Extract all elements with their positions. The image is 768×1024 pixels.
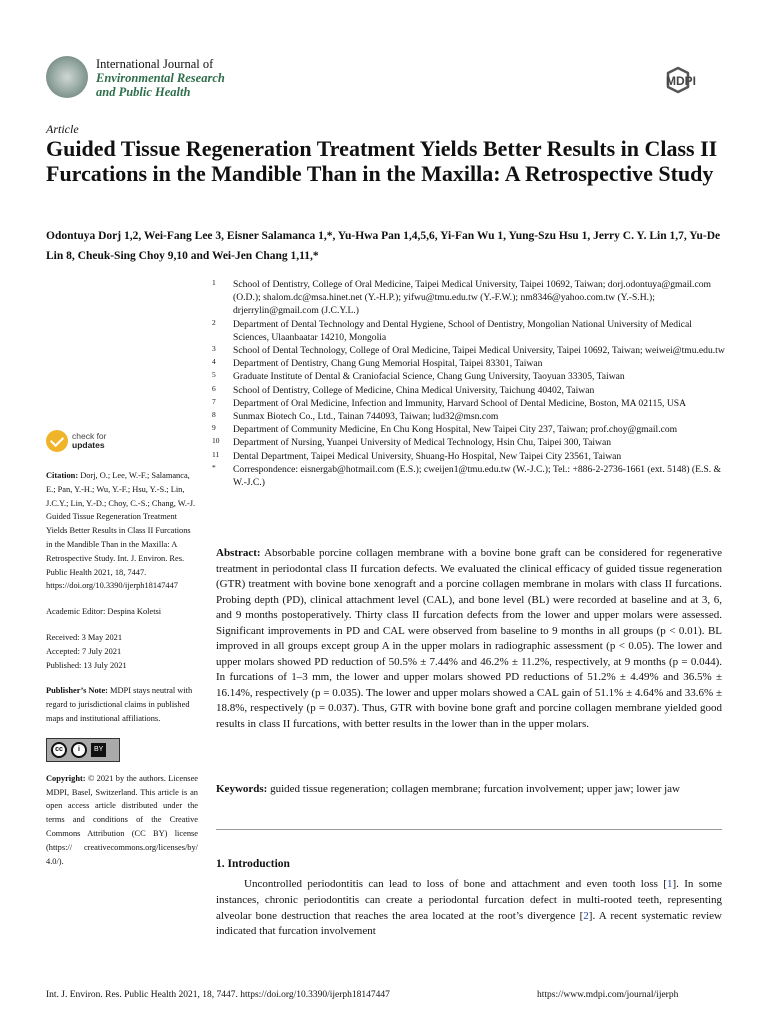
intro-text-1: Uncontrolled periodontitis can lead to loss of bone and attachment and even tooth loss [ — [244, 878, 667, 890]
affiliation-number: 2 — [212, 317, 216, 327]
affiliation-list — [212, 278, 726, 489]
affiliation-number: * — [212, 462, 216, 472]
affiliation-number: 8 — [212, 410, 216, 420]
affiliation-number: 11 — [212, 449, 220, 459]
affiliation-text: Department of Nursing, Yuanpei University of Medical Technology, Hsin Chu, Taipei 300, Taiwan — [233, 437, 612, 449]
affiliation-text: School of Dentistry, College of Medicine, China Medical University, Taichung 40402, Taiwan — [233, 384, 595, 396]
affiliation-item — [212, 344, 726, 357]
journal-name-line1: International Journal of — [96, 57, 214, 71]
citation-label: Citation: — [46, 471, 79, 480]
abstract-text: Absorbable porcine collagen membrane with a bovine bone graft can be considered for regenerative treatment in periodontal class II furcation defects. We evaluated the clinical efficacy of guided tissue regeneration (GTR) treatment with bovine bone xenograft and a porcine collagen membrane in molars with class II furcations. Probing depth (PD), clinical attachment level (CAL), and bone level (BL) were recorded at baseline and at 3, 6, and 9 months postoperatively. Thirty class II furcation defects from the lower and upper molars were assessed. Significant improvements in PD and CAL were observed from baseline to 9 months in all groups (p < 0.01). BL improved in all groups except group A in the upper molars in radiographic assessment (p < 0.05). The lower and upper molars showed PD reduction of 50.5% ± 7.44% and 46.2% ± 11.2%, respectively, at 9 months (p = 0.044). In furcations of 1–3 mm, the lower and upper molars showed PD reductions of 51.2% ± 4.49% and 36.5% ± 16.14%, respectively (p = 0.035). The lower and upper molars showed a CAL gain of 51.1% ± 4.64% and 33.6% ± 18.8%, respectively (p = 0.037). Thus, GTR with bovine bone graft and porcine collagen membrane yielded good results in class II furcations, with better results in the lower than in the upper molars. — [216, 547, 722, 730]
journal-logo — [46, 56, 88, 98]
affiliation-number: 9 — [212, 423, 216, 433]
journal-name-line2: Environmental Research — [96, 71, 225, 85]
affiliation-number: 4 — [212, 357, 216, 367]
mdpi-logo-text: MDPI — [666, 74, 696, 88]
updates-label: updates — [72, 440, 105, 450]
published-date: Published: 13 July 2021 — [46, 660, 127, 670]
journal-name — [96, 57, 225, 99]
affiliation-text: Department of Oral Medicine, Infection and Immunity, Harvard School of Dental Medicine, Boston, MA 02115, USA — [233, 397, 687, 409]
affiliation-number: 5 — [212, 370, 216, 380]
affiliation-item — [212, 463, 726, 489]
paper-title: Guided Tissue Regeneration Treatment Yields Better Results in Class II Furcations in the Mandible Than in the Maxilla: A Retrospective Study — [46, 136, 718, 186]
affiliation-text: Department of Dentistry, Chang Gung Memorial Hospital, Taipei 83301, Taiwan — [233, 358, 543, 370]
keywords-text: guided tissue regeneration; collagen membrane; furcation involvement; upper jaw; lower jaw — [270, 783, 680, 795]
affiliation-text: School of Dentistry, College of Oral Medicine, Taipei Medical University, Taipei 10692, Taiwan; dorj.odontuya@gmail.com (O.D.); shalom.dc@msa.hinet.net (Y.-H.P.); yifwu@tmu.edu.tw (Y.-F.W.); nm8346@yahoo.com.tw (Y.-S.H.); drjerrylin@gmail.com (J.C.Y.L.) — [233, 279, 711, 317]
dates-block — [46, 631, 198, 672]
section-divider — [216, 829, 722, 830]
affiliation-text: School of Dental Technology, College of Oral Medicine, Taipei Medical University, Taipei 10692, Taiwan; weiwei@tmu.edu.tw — [233, 345, 725, 357]
citation-block — [46, 469, 198, 593]
reference-link-2[interactable]: 2 — [583, 909, 589, 922]
affiliation-item — [212, 436, 726, 449]
abstract — [216, 546, 722, 732]
copyright-block — [46, 772, 198, 869]
copyright-label: Copyright: — [46, 773, 86, 783]
publisher-note-label: Publisher’s Note: — [46, 686, 108, 696]
author-list: Odontuya Dorj 1,2, Wei-Fang Lee 3, Eisner Salamanca 1,*, Yu-Hwa Pan 1,4,5,6, Yi-Fan Wu 1, Yung-Szu Hsu 1, Jerry C. Y. Lin 1,7, Yu-De Lin 8, Cheuk-Sing Choy 9,10 and Wei-Jen Chang 1,11,* — [46, 230, 721, 262]
affiliation-item — [212, 278, 726, 318]
footer-journal-url[interactable]: https://www.mdpi.com/journal/ijerph — [537, 990, 679, 1000]
intro-text-2: ]. In some instances, chronic periodontitis can create a periodontal furcation defect in multi-rooted teeth, representing alveolar bone destruction that reaches the area located at the root’s divergence [ — [216, 878, 722, 922]
check-icon — [46, 430, 68, 452]
affiliation-item — [212, 450, 726, 463]
attribution-icon: i — [71, 742, 87, 758]
affiliation-number: 10 — [212, 436, 220, 446]
affiliation-number: 3 — [212, 344, 216, 354]
citation-text: Dorj, O.; Lee, W.-F.; Salamanca, E.; Pan, Y.-H.; Wu, Y.-F.; Hsu, Y.-S.; Lin, J.C.Y.; Lin, Y.-D.; Choy, C.-S.; Chang, W.-J. Guided Tissue Regeneration Treatment Yields Better Results in Class II Furcations in the Mandible Than in the Maxilla: A Retrospective Study. Int. J. Environ. Res. Public Health 2021, 18, 7447. https://doi.org/10.3390/ijerph18147447 — [46, 471, 196, 591]
affiliation-number: 6 — [212, 383, 216, 393]
cc-by-label: BY — [91, 743, 106, 757]
affiliation-item — [212, 357, 726, 370]
reference-link-1[interactable]: 1 — [666, 878, 673, 890]
affiliation-item — [212, 318, 726, 344]
check-for-label: check for — [72, 431, 107, 441]
keywords — [216, 782, 722, 798]
affiliation-text: Correspondence: eisnergab@hotmail.com (E.S.); cweijen1@tmu.edu.tw (W.-J.C.); Tel.: +886-2-2736-1661 (ext. 5148) (E.S. & W.-J.C.) — [233, 463, 721, 489]
affiliation-item — [212, 397, 726, 410]
publisher-note — [46, 684, 198, 725]
affiliation-number: 1 — [212, 278, 216, 287]
affiliation-text: Sunmax Biotech Co., Ltd., Tainan 744093, Taiwan; lud32@msn.com — [233, 411, 499, 423]
mdpi-logo — [662, 66, 722, 94]
received-date: Received: 3 May 2021 — [46, 632, 123, 642]
cc-icon: cc — [51, 742, 67, 758]
copyright-text: © 2021 by the authors. Licensee MDPI, Basel, Switzerland. This article is an open access article distributed under the terms and conditions of the Creative Commons Attribution (CC BY) license (https:// creativecommons.org/licenses/by/ 4.0/). — [46, 773, 198, 866]
article-type: Article — [46, 122, 79, 136]
article-sidebar — [46, 430, 198, 868]
journal-name-line3: and Public Health — [96, 85, 191, 99]
footer-citation: Int. J. Environ. Res. Public Health 2021, 18, 7447. https://doi.org/10.3390/ijerph18147447 — [46, 990, 390, 1000]
affiliation-text: Department of Community Medicine, En Chu Kong Hospital, New Taipei City 237, Taiwan; prof.choy@gmail.com — [233, 424, 678, 436]
affiliation-item — [212, 384, 726, 397]
check-for-updates-button[interactable] — [46, 430, 198, 452]
affiliation-text: Department of Dental Technology and Dental Hygiene, School of Dentistry, Mongolian National University of Medical Sciences, Ulaanbaatar 14210, Mongolia — [233, 318, 692, 343]
affiliation-item — [212, 423, 726, 436]
affiliation-text: Graduate Institute of Dental & Craniofacial Science, Chang Gung University, Taoyuan 33305, Taiwan — [233, 371, 625, 383]
affiliation-item — [212, 370, 726, 383]
introduction-paragraph — [216, 877, 722, 940]
keywords-label: Keywords: — [216, 783, 268, 795]
introduction-heading: 1. Introduction — [216, 858, 290, 870]
abstract-label: Abstract: — [216, 547, 261, 559]
affiliation-number: 7 — [212, 396, 216, 406]
cc-license-badge[interactable] — [46, 738, 120, 762]
publisher-note-text: MDPI stays neutral with regard to jurisdictional claims in published maps and institutional affiliations. — [46, 686, 193, 723]
affiliation-item — [212, 410, 726, 423]
affiliation-text: Dental Department, Taipei Medical University, Shuang-Ho Hospital, New Taipei City 23561, Taiwan — [233, 450, 622, 462]
academic-editor: Academic Editor: Despina Koletsi — [46, 607, 162, 617]
accepted-date: Accepted: 7 July 2021 — [46, 646, 122, 656]
intro-text-3: ]. A recent systematic review indicated that furcation involvement — [216, 909, 722, 938]
